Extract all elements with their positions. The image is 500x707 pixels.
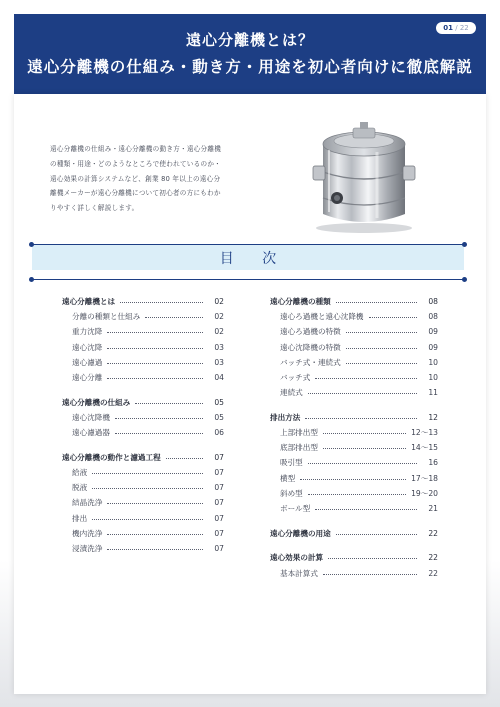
toc-entry-label: 遠心沈降機 bbox=[72, 412, 110, 422]
toc-entry-page: 05 bbox=[214, 412, 224, 422]
toc-entry-page: 17〜18 bbox=[411, 473, 438, 483]
toc-entry-label: 吸引型 bbox=[280, 458, 303, 468]
intro-line: の種類・用途・どのようなところで使われているのか・ bbox=[50, 159, 222, 168]
intro-text bbox=[50, 142, 250, 216]
toc-title: 目 次 bbox=[219, 251, 289, 267]
toc-section-entry[interactable] bbox=[62, 294, 224, 309]
toc-entry-label: 遠心効果の計算 bbox=[270, 553, 324, 563]
toc-dot-leader bbox=[315, 378, 417, 379]
toc-entry-page: 02 bbox=[214, 327, 224, 337]
toc-entry-label: 遠心分離機の種類 bbox=[270, 297, 331, 307]
toc-dot-leader bbox=[323, 574, 417, 575]
toc-dot-leader bbox=[346, 348, 417, 349]
toc-entry-label: バッチ式・連続式 bbox=[280, 357, 341, 367]
toc-subsection-entry[interactable] bbox=[270, 501, 438, 516]
centrifuge-image bbox=[299, 114, 429, 234]
intro-line: 離機メーカーが遠心分離機について初心者の方にもわか bbox=[50, 189, 221, 198]
toc-entry-label: ボール型 bbox=[280, 504, 311, 514]
toc-dot-leader bbox=[308, 393, 417, 394]
toc-subsection-entry[interactable] bbox=[270, 455, 438, 470]
toc-subsection-entry[interactable] bbox=[62, 410, 224, 425]
toc-entry-label: 上部排出型 bbox=[280, 428, 318, 438]
toc-subsection-entry[interactable] bbox=[270, 385, 438, 400]
toc-section-entry[interactable] bbox=[270, 526, 438, 541]
intro-line: りやすく詳しく解説します。 bbox=[50, 204, 139, 213]
toc-subsection-entry[interactable] bbox=[62, 510, 224, 525]
toc-entry-page: 11 bbox=[428, 388, 438, 398]
toc-entry-label: 底部排出型 bbox=[280, 443, 318, 453]
toc-entry-label: 遠心分離機の用途 bbox=[270, 528, 331, 538]
toc-entry-page: 08 bbox=[428, 312, 438, 322]
toc-subsection-entry[interactable] bbox=[62, 495, 224, 510]
toc-gap bbox=[270, 400, 438, 410]
toc-entry-label: 機内洗浄 bbox=[72, 528, 103, 538]
toc-entry-label: 重力沈降 bbox=[72, 327, 103, 337]
toc-subsection-entry[interactable] bbox=[62, 340, 224, 355]
toc-entry-page: 07 bbox=[214, 513, 224, 523]
toc-entry-page: 16 bbox=[428, 458, 438, 468]
toc-entry-page: 10 bbox=[428, 357, 438, 367]
toc-dot-leader bbox=[336, 302, 417, 303]
toc-entry-label: 遠心分離機とは bbox=[62, 297, 116, 307]
toc-subsection-entry[interactable] bbox=[62, 370, 224, 385]
toc-entry-page: 09 bbox=[428, 342, 438, 352]
toc-dot-leader bbox=[346, 363, 417, 364]
toc-entry-label: 遠心沈降 bbox=[72, 342, 103, 352]
toc-entry-page: 21 bbox=[428, 504, 438, 514]
toc-subsection-entry[interactable] bbox=[62, 465, 224, 480]
toc-section-entry[interactable] bbox=[62, 395, 224, 410]
toc-entry-page: 03 bbox=[214, 342, 224, 352]
toc-entry-label: 分離の種類と仕組み bbox=[72, 312, 141, 322]
title-line-2: 遠心分離機の仕組み・動き方・用途を初心者向けに徹底解説 bbox=[27, 58, 473, 76]
toc-subsection-entry[interactable] bbox=[270, 486, 438, 501]
toc-entry-label: バッチ式 bbox=[280, 373, 311, 383]
page-header bbox=[14, 14, 486, 94]
toc-entry-label: 排出方法 bbox=[270, 412, 301, 422]
toc-dot-leader bbox=[308, 463, 417, 464]
toc-entry-label: 斜め型 bbox=[280, 488, 303, 498]
toc-subsection-entry[interactable] bbox=[270, 309, 438, 324]
toc-entry-page: 14〜15 bbox=[411, 443, 438, 453]
toc-dot-leader bbox=[145, 317, 203, 318]
toc-dot-leader bbox=[305, 418, 417, 419]
toc-subsection-entry[interactable] bbox=[270, 440, 438, 455]
toc-entry-page: 22 bbox=[428, 568, 438, 578]
toc-subsection-entry[interactable] bbox=[62, 355, 224, 370]
toc-rule-bottom bbox=[32, 279, 464, 280]
toc-column-right bbox=[270, 294, 438, 581]
toc-entry-page: 08 bbox=[428, 297, 438, 307]
toc-dot-leader bbox=[336, 534, 417, 535]
toc-entry-label: 遠心ろ過機の特徴 bbox=[280, 327, 341, 337]
toc-entry-label: 遠心分離機の動作と濾過工程 bbox=[62, 452, 161, 462]
toc-entry-label: 遠心沈降機の特徴 bbox=[280, 342, 341, 352]
toc-dot-leader bbox=[107, 503, 203, 504]
toc-entry-label: 排出 bbox=[72, 513, 88, 523]
toc-entry-page: 07 bbox=[214, 498, 224, 508]
toc-entry-label: 脱液 bbox=[72, 483, 88, 493]
toc-entry-page: 07 bbox=[214, 528, 224, 538]
toc-subsection-entry[interactable] bbox=[62, 425, 224, 440]
intro-line: 遠心分離機の仕組み・遠心分離機の動き方・遠心分離機 bbox=[50, 145, 222, 153]
toc-rule-top bbox=[32, 244, 464, 245]
toc-dot-leader bbox=[135, 403, 203, 404]
toc-dot-leader bbox=[346, 332, 417, 333]
toc-dot-leader bbox=[328, 558, 417, 559]
toc-entry-page: 12 bbox=[428, 412, 438, 422]
toc-subsection-entry[interactable] bbox=[62, 309, 224, 324]
toc-dot-leader bbox=[107, 534, 203, 535]
toc-subsection-entry[interactable] bbox=[270, 425, 438, 440]
toc-gap bbox=[270, 516, 438, 526]
toc-dot-leader bbox=[107, 549, 203, 550]
toc-dot-leader bbox=[115, 433, 203, 434]
toc-entry-page: 04 bbox=[214, 373, 224, 383]
toc-dot-leader bbox=[166, 458, 203, 459]
intro-line: 遠心効果の計算システムなど、創業 80 年以上の遠心分 bbox=[50, 174, 221, 183]
page-separator: / bbox=[453, 24, 460, 32]
toc-entry-page: 22 bbox=[428, 528, 438, 538]
toc-entry-label: 遠心分離 bbox=[72, 373, 103, 383]
toc-entry-page: 07 bbox=[214, 543, 224, 553]
toc-section-entry[interactable] bbox=[62, 450, 224, 465]
toc-gap bbox=[62, 385, 224, 395]
toc-subsection-entry[interactable] bbox=[270, 370, 438, 385]
toc-subsection-entry[interactable] bbox=[62, 480, 224, 495]
toc-subsection-entry[interactable] bbox=[270, 566, 438, 581]
toc-subsection-entry[interactable] bbox=[270, 340, 438, 355]
toc-entry-page: 12〜13 bbox=[411, 428, 438, 438]
toc-section-entry[interactable] bbox=[270, 550, 438, 565]
toc-entry-page: 02 bbox=[214, 297, 224, 307]
toc-entry-page: 03 bbox=[214, 357, 224, 367]
toc-gap bbox=[270, 541, 438, 551]
toc-entry-label: 横型 bbox=[280, 473, 296, 483]
toc-dot-leader bbox=[92, 488, 203, 489]
toc-entry-page: 02 bbox=[214, 312, 224, 322]
toc-entry-page: 10 bbox=[428, 373, 438, 383]
toc-entry-label: 遠心濾過器 bbox=[72, 428, 110, 438]
page-current: 01 bbox=[443, 24, 453, 32]
toc-entry-page: 19〜20 bbox=[411, 488, 438, 498]
toc-subsection-entry[interactable] bbox=[62, 526, 224, 541]
toc-section-entry[interactable] bbox=[270, 410, 438, 425]
content-card bbox=[14, 94, 486, 694]
toc-dot-leader bbox=[323, 433, 406, 434]
toc-entry-page: 22 bbox=[428, 553, 438, 563]
toc-subsection-entry[interactable] bbox=[62, 324, 224, 339]
toc-entry-page: 07 bbox=[214, 452, 224, 462]
toc-dot-leader bbox=[369, 317, 417, 318]
toc-entry-label: 遠心ろ過機と遠心沈降機 bbox=[280, 312, 364, 322]
toc-dot-leader bbox=[323, 448, 406, 449]
toc-entry-page: 07 bbox=[214, 483, 224, 493]
toc-entry-label: 基本計算式 bbox=[280, 568, 318, 578]
toc-column-left bbox=[62, 294, 224, 556]
toc-entry-label: 結晶洗浄 bbox=[72, 498, 103, 508]
toc-subsection-entry[interactable] bbox=[270, 355, 438, 370]
toc-header-band bbox=[32, 244, 464, 270]
toc-entry-page: 05 bbox=[214, 397, 224, 407]
toc-dot-leader bbox=[300, 479, 406, 480]
page-total: 22 bbox=[459, 24, 469, 32]
toc-dot-leader bbox=[107, 378, 203, 379]
title-line-1: 遠心分離機とは？ bbox=[185, 31, 314, 49]
toc-subsection-entry[interactable] bbox=[270, 324, 438, 339]
page-number-badge bbox=[436, 22, 476, 34]
toc-entry-page: 06 bbox=[214, 428, 224, 438]
toc-entry-page: 09 bbox=[428, 327, 438, 337]
toc-dot-leader bbox=[107, 363, 203, 364]
toc-dot-leader bbox=[115, 418, 203, 419]
toc-entry-label: 遠心濾過 bbox=[72, 357, 103, 367]
toc-dot-leader bbox=[92, 519, 203, 520]
toc-dot-leader bbox=[308, 494, 406, 495]
toc-entry-page: 07 bbox=[214, 467, 224, 477]
toc-entry-label: 浸漬洗浄 bbox=[72, 543, 103, 553]
toc-section-entry[interactable] bbox=[270, 294, 438, 309]
toc-dot-leader bbox=[315, 509, 417, 510]
toc-subsection-entry[interactable] bbox=[62, 541, 224, 556]
toc-entry-label: 連続式 bbox=[280, 388, 303, 398]
toc-entry-label: 遠心分離機の仕組み bbox=[62, 397, 131, 407]
toc-dot-leader bbox=[120, 302, 203, 303]
toc-gap bbox=[62, 440, 224, 450]
toc-dot-leader bbox=[92, 473, 203, 474]
toc-dot-leader bbox=[107, 332, 203, 333]
toc-dot-leader bbox=[107, 348, 203, 349]
toc-entry-label: 給液 bbox=[72, 467, 88, 477]
toc-subsection-entry[interactable] bbox=[270, 471, 438, 486]
